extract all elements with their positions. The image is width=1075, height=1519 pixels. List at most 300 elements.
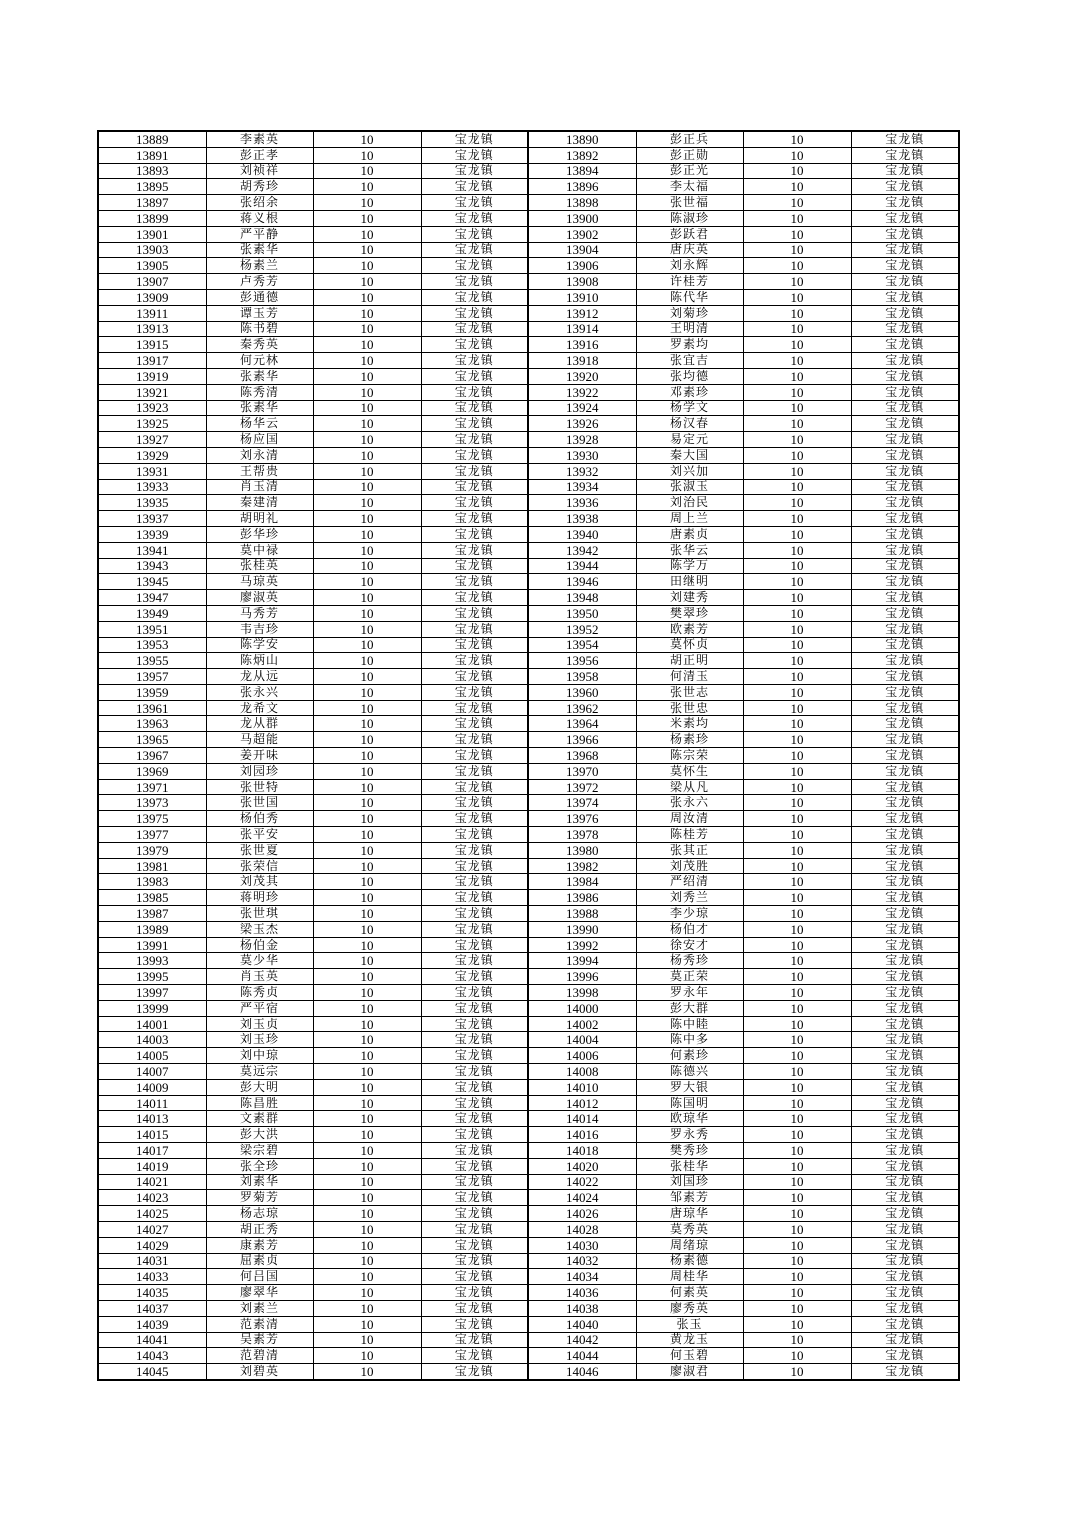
- cell-amount: 10: [743, 1158, 851, 1174]
- cell-amount: 10: [743, 985, 851, 1001]
- table-row: [98, 779, 959, 795]
- cell-name: 张均德: [636, 368, 743, 384]
- cell-id: 13998: [528, 985, 636, 1001]
- table-row: [98, 700, 959, 716]
- cell-amount: 10: [743, 416, 851, 432]
- cell-id: 13964: [528, 716, 636, 732]
- cell-name: 陈书碧: [206, 321, 313, 337]
- cell-name: 屈素贞: [206, 1253, 313, 1269]
- cell-amount: 10: [313, 321, 421, 337]
- cell-town: 宝龙镇: [421, 542, 528, 558]
- cell-id: 13907: [98, 274, 206, 290]
- cell-town: 宝龙镇: [851, 985, 959, 1001]
- cell-amount: 10: [313, 463, 421, 479]
- table-row: [98, 432, 959, 448]
- cell-id: 13958: [528, 669, 636, 685]
- cell-name: 张永兴: [206, 684, 313, 700]
- cell-town: 宝龙镇: [421, 906, 528, 922]
- cell-id: 13966: [528, 732, 636, 748]
- cell-name: 肖玉英: [206, 969, 313, 985]
- cell-name: 周上兰: [636, 511, 743, 527]
- cell-id: 13891: [98, 147, 206, 163]
- cell-id: 13993: [98, 953, 206, 969]
- cell-name: 张世夏: [206, 842, 313, 858]
- cell-town: 宝龙镇: [421, 226, 528, 242]
- cell-name: 范碧清: [206, 1348, 313, 1364]
- cell-town: 宝龙镇: [851, 1032, 959, 1048]
- cell-town: 宝龙镇: [421, 732, 528, 748]
- cell-name: 陈学安: [206, 637, 313, 653]
- cell-amount: 10: [743, 1269, 851, 1285]
- cell-amount: 10: [743, 1364, 851, 1380]
- cell-amount: 10: [313, 605, 421, 621]
- table-row: [98, 1300, 959, 1316]
- cell-town: 宝龙镇: [421, 1095, 528, 1111]
- cell-id: 14009: [98, 1079, 206, 1095]
- cell-name: 彭正兵: [636, 131, 743, 147]
- cell-id: 13904: [528, 242, 636, 258]
- cell-town: 宝龙镇: [421, 289, 528, 305]
- cell-amount: 10: [313, 1111, 421, 1127]
- cell-amount: 10: [313, 242, 421, 258]
- cell-id: 13903: [98, 242, 206, 258]
- table-row: [98, 605, 959, 621]
- cell-id: 13910: [528, 289, 636, 305]
- table-row: [98, 1032, 959, 1048]
- cell-amount: 10: [743, 195, 851, 211]
- cell-name: 韦吉珍: [206, 621, 313, 637]
- cell-name: 张全珍: [206, 1158, 313, 1174]
- cell-town: 宝龙镇: [851, 274, 959, 290]
- cell-name: 秦秀英: [206, 337, 313, 353]
- cell-amount: 10: [313, 779, 421, 795]
- cell-id: 13955: [98, 653, 206, 669]
- cell-town: 宝龙镇: [421, 716, 528, 732]
- cell-name: 张桂华: [636, 1158, 743, 1174]
- cell-amount: 10: [313, 479, 421, 495]
- table-row: [98, 763, 959, 779]
- cell-amount: 10: [743, 811, 851, 827]
- cell-town: 宝龙镇: [421, 669, 528, 685]
- cell-id: 14044: [528, 1348, 636, 1364]
- cell-name: 张玉: [636, 1316, 743, 1332]
- cell-amount: 10: [743, 937, 851, 953]
- cell-amount: 10: [743, 763, 851, 779]
- cell-town: 宝龙镇: [421, 1285, 528, 1301]
- cell-amount: 10: [743, 1221, 851, 1237]
- cell-name: 陈中多: [636, 1032, 743, 1048]
- cell-id: 13987: [98, 906, 206, 922]
- cell-id: 13936: [528, 495, 636, 511]
- cell-town: 宝龙镇: [851, 242, 959, 258]
- cell-town: 宝龙镇: [421, 811, 528, 827]
- cell-amount: 10: [743, 511, 851, 527]
- cell-id: 13962: [528, 700, 636, 716]
- cell-town: 宝龙镇: [421, 605, 528, 621]
- cell-town: 宝龙镇: [851, 131, 959, 147]
- cell-id: 13889: [98, 131, 206, 147]
- cell-name: 张世福: [636, 195, 743, 211]
- cell-amount: 10: [313, 147, 421, 163]
- table-row: [98, 621, 959, 637]
- cell-town: 宝龙镇: [851, 1158, 959, 1174]
- table-row: [98, 416, 959, 432]
- cell-id: 14017: [98, 1143, 206, 1159]
- cell-town: 宝龙镇: [421, 921, 528, 937]
- cell-name: 严绍清: [636, 874, 743, 890]
- cell-name: 陈桂芳: [636, 827, 743, 843]
- cell-name: 杨伯秀: [206, 811, 313, 827]
- cell-amount: 10: [313, 653, 421, 669]
- cell-id: 13948: [528, 590, 636, 606]
- table-row: [98, 337, 959, 353]
- cell-town: 宝龙镇: [421, 937, 528, 953]
- cell-town: 宝龙镇: [851, 842, 959, 858]
- cell-town: 宝龙镇: [421, 463, 528, 479]
- cell-name: 蒋义根: [206, 210, 313, 226]
- cell-name: 张素华: [206, 368, 313, 384]
- cell-id: 13914: [528, 321, 636, 337]
- cell-town: 宝龙镇: [851, 163, 959, 179]
- cell-town: 宝龙镇: [851, 1316, 959, 1332]
- cell-name: 唐庆英: [636, 242, 743, 258]
- cell-town: 宝龙镇: [421, 1048, 528, 1064]
- cell-amount: 10: [313, 1190, 421, 1206]
- cell-name: 胡明礼: [206, 511, 313, 527]
- cell-id: 13994: [528, 953, 636, 969]
- cell-id: 13984: [528, 874, 636, 890]
- cell-name: 秦建清: [206, 495, 313, 511]
- cell-town: 宝龙镇: [851, 1348, 959, 1364]
- cell-id: 13913: [98, 321, 206, 337]
- cell-id: 14015: [98, 1127, 206, 1143]
- cell-town: 宝龙镇: [421, 874, 528, 890]
- cell-amount: 10: [313, 763, 421, 779]
- cell-id: 14018: [528, 1143, 636, 1159]
- cell-amount: 10: [743, 384, 851, 400]
- cell-id: 14029: [98, 1237, 206, 1253]
- cell-amount: 10: [313, 684, 421, 700]
- cell-amount: 10: [743, 732, 851, 748]
- cell-id: 13902: [528, 226, 636, 242]
- cell-name: 马琼英: [206, 574, 313, 590]
- cell-id: 13995: [98, 969, 206, 985]
- cell-name: 刘园珍: [206, 763, 313, 779]
- roster-table-body: [98, 131, 959, 1380]
- cell-town: 宝龙镇: [421, 1174, 528, 1190]
- cell-town: 宝龙镇: [421, 1158, 528, 1174]
- cell-town: 宝龙镇: [421, 827, 528, 843]
- cell-town: 宝龙镇: [851, 590, 959, 606]
- cell-id: 14004: [528, 1032, 636, 1048]
- table-row: [98, 1016, 959, 1032]
- cell-amount: 10: [313, 542, 421, 558]
- cell-id: 13924: [528, 400, 636, 416]
- cell-town: 宝龙镇: [421, 1064, 528, 1080]
- table-row: [98, 526, 959, 542]
- cell-id: 13911: [98, 305, 206, 321]
- cell-town: 宝龙镇: [421, 400, 528, 416]
- cell-id: 13922: [528, 384, 636, 400]
- cell-name: 张世国: [206, 795, 313, 811]
- cell-id: 13972: [528, 779, 636, 795]
- cell-town: 宝龙镇: [421, 1253, 528, 1269]
- cell-name: 邓素珍: [636, 384, 743, 400]
- cell-amount: 10: [743, 1000, 851, 1016]
- cell-amount: 10: [743, 1032, 851, 1048]
- cell-name: 彭通德: [206, 289, 313, 305]
- table-row: [98, 732, 959, 748]
- cell-name: 米素均: [636, 716, 743, 732]
- table-row: [98, 353, 959, 369]
- cell-amount: 10: [313, 716, 421, 732]
- cell-town: 宝龙镇: [851, 953, 959, 969]
- cell-id: 13938: [528, 511, 636, 527]
- cell-name: 卢秀芳: [206, 274, 313, 290]
- cell-name: 刘素华: [206, 1174, 313, 1190]
- cell-amount: 10: [313, 827, 421, 843]
- cell-town: 宝龙镇: [851, 1190, 959, 1206]
- cell-amount: 10: [743, 542, 851, 558]
- cell-town: 宝龙镇: [421, 1000, 528, 1016]
- cell-name: 莫中禄: [206, 542, 313, 558]
- cell-name: 彭大明: [206, 1079, 313, 1095]
- cell-town: 宝龙镇: [851, 1300, 959, 1316]
- cell-name: 马超能: [206, 732, 313, 748]
- cell-amount: 10: [313, 1364, 421, 1380]
- cell-name: 唐琼华: [636, 1206, 743, 1222]
- cell-amount: 10: [313, 1237, 421, 1253]
- cell-name: 陈德兴: [636, 1064, 743, 1080]
- cell-name: 莫远宗: [206, 1064, 313, 1080]
- cell-town: 宝龙镇: [851, 226, 959, 242]
- cell-id: 14014: [528, 1111, 636, 1127]
- roster-table: [97, 130, 960, 1381]
- cell-name: 杨汉春: [636, 416, 743, 432]
- cell-town: 宝龙镇: [851, 1174, 959, 1190]
- cell-id: 14000: [528, 1000, 636, 1016]
- table-row: [98, 1269, 959, 1285]
- cell-amount: 10: [743, 337, 851, 353]
- table-row: [98, 1079, 959, 1095]
- cell-name: 刘永辉: [636, 258, 743, 274]
- cell-amount: 10: [743, 842, 851, 858]
- table-row: [98, 1316, 959, 1332]
- table-row: [98, 1237, 959, 1253]
- cell-amount: 10: [743, 147, 851, 163]
- cell-id: 14008: [528, 1064, 636, 1080]
- cell-name: 莫怀生: [636, 763, 743, 779]
- table-row: [98, 684, 959, 700]
- table-row: [98, 463, 959, 479]
- cell-town: 宝龙镇: [851, 542, 959, 558]
- cell-town: 宝龙镇: [421, 479, 528, 495]
- cell-town: 宝龙镇: [851, 321, 959, 337]
- table-row: [98, 906, 959, 922]
- cell-town: 宝龙镇: [421, 416, 528, 432]
- cell-town: 宝龙镇: [421, 353, 528, 369]
- cell-id: 13920: [528, 368, 636, 384]
- cell-id: 13937: [98, 511, 206, 527]
- cell-amount: 10: [743, 1143, 851, 1159]
- cell-town: 宝龙镇: [421, 684, 528, 700]
- cell-id: 13923: [98, 400, 206, 416]
- cell-id: 13975: [98, 811, 206, 827]
- cell-town: 宝龙镇: [421, 511, 528, 527]
- table-row: [98, 226, 959, 242]
- cell-amount: 10: [743, 1316, 851, 1332]
- cell-town: 宝龙镇: [851, 827, 959, 843]
- cell-town: 宝龙镇: [851, 337, 959, 353]
- cell-name: 欧素芳: [636, 621, 743, 637]
- cell-amount: 10: [743, 368, 851, 384]
- cell-id: 13930: [528, 447, 636, 463]
- cell-amount: 10: [313, 969, 421, 985]
- cell-amount: 10: [743, 953, 851, 969]
- cell-id: 14003: [98, 1032, 206, 1048]
- cell-town: 宝龙镇: [421, 953, 528, 969]
- cell-name: 何素珍: [636, 1048, 743, 1064]
- cell-amount: 10: [313, 590, 421, 606]
- cell-id: 14031: [98, 1253, 206, 1269]
- cell-town: 宝龙镇: [421, 305, 528, 321]
- table-row: [98, 969, 959, 985]
- cell-amount: 10: [743, 590, 851, 606]
- cell-town: 宝龙镇: [421, 748, 528, 764]
- cell-amount: 10: [313, 621, 421, 637]
- table-row: [98, 574, 959, 590]
- cell-amount: 10: [743, 305, 851, 321]
- cell-id: 13941: [98, 542, 206, 558]
- cell-amount: 10: [743, 163, 851, 179]
- cell-name: 杨素兰: [206, 258, 313, 274]
- cell-name: 胡秀珍: [206, 179, 313, 195]
- cell-name: 李少琼: [636, 906, 743, 922]
- cell-town: 宝龙镇: [421, 526, 528, 542]
- cell-name: 康素芳: [206, 1237, 313, 1253]
- cell-amount: 10: [743, 700, 851, 716]
- cell-id: 13934: [528, 479, 636, 495]
- cell-id: 13973: [98, 795, 206, 811]
- cell-name: 张绍余: [206, 195, 313, 211]
- cell-amount: 10: [313, 906, 421, 922]
- cell-id: 13980: [528, 842, 636, 858]
- cell-id: 13915: [98, 337, 206, 353]
- cell-town: 宝龙镇: [421, 1016, 528, 1032]
- cell-town: 宝龙镇: [421, 195, 528, 211]
- cell-town: 宝龙镇: [421, 258, 528, 274]
- cell-name: 刘中琼: [206, 1048, 313, 1064]
- cell-id: 14011: [98, 1095, 206, 1111]
- cell-id: 13953: [98, 637, 206, 653]
- cell-town: 宝龙镇: [851, 1253, 959, 1269]
- cell-id: 13992: [528, 937, 636, 953]
- cell-town: 宝龙镇: [851, 1206, 959, 1222]
- cell-amount: 10: [743, 795, 851, 811]
- cell-id: 13935: [98, 495, 206, 511]
- cell-amount: 10: [743, 574, 851, 590]
- cell-id: 13969: [98, 763, 206, 779]
- table-row: [98, 937, 959, 953]
- cell-town: 宝龙镇: [421, 1127, 528, 1143]
- cell-town: 宝龙镇: [851, 1269, 959, 1285]
- table-row: [98, 827, 959, 843]
- cell-amount: 10: [743, 1111, 851, 1127]
- cell-name: 徐安才: [636, 937, 743, 953]
- cell-town: 宝龙镇: [851, 921, 959, 937]
- cell-town: 宝龙镇: [851, 447, 959, 463]
- cell-amount: 10: [313, 732, 421, 748]
- cell-amount: 10: [313, 842, 421, 858]
- cell-id: 14002: [528, 1016, 636, 1032]
- cell-amount: 10: [313, 1206, 421, 1222]
- cell-name: 刘茂其: [206, 874, 313, 890]
- cell-town: 宝龙镇: [421, 432, 528, 448]
- cell-town: 宝龙镇: [421, 653, 528, 669]
- cell-town: 宝龙镇: [851, 811, 959, 827]
- cell-amount: 10: [313, 511, 421, 527]
- cell-amount: 10: [743, 748, 851, 764]
- cell-name: 张世忠: [636, 700, 743, 716]
- cell-amount: 10: [743, 605, 851, 621]
- cell-id: 13931: [98, 463, 206, 479]
- cell-name: 廖淑君: [636, 1364, 743, 1380]
- cell-town: 宝龙镇: [851, 779, 959, 795]
- cell-town: 宝龙镇: [851, 353, 959, 369]
- cell-amount: 10: [743, 432, 851, 448]
- cell-amount: 10: [743, 858, 851, 874]
- cell-id: 14019: [98, 1158, 206, 1174]
- cell-name: 易定元: [636, 432, 743, 448]
- cell-town: 宝龙镇: [421, 210, 528, 226]
- cell-name: 梁从凡: [636, 779, 743, 795]
- cell-id: 13960: [528, 684, 636, 700]
- cell-amount: 10: [743, 526, 851, 542]
- cell-town: 宝龙镇: [421, 890, 528, 906]
- table-row: [98, 590, 959, 606]
- cell-amount: 10: [313, 1332, 421, 1348]
- cell-id: 13959: [98, 684, 206, 700]
- cell-name: 何元林: [206, 353, 313, 369]
- cell-amount: 10: [313, 400, 421, 416]
- cell-amount: 10: [313, 195, 421, 211]
- cell-id: 14023: [98, 1190, 206, 1206]
- table-row: [98, 258, 959, 274]
- cell-id: 14030: [528, 1237, 636, 1253]
- cell-id: 14046: [528, 1364, 636, 1380]
- cell-amount: 10: [313, 985, 421, 1001]
- cell-id: 13947: [98, 590, 206, 606]
- table-row: [98, 542, 959, 558]
- cell-name: 张宜吉: [636, 353, 743, 369]
- cell-amount: 10: [743, 1048, 851, 1064]
- table-row: [98, 1348, 959, 1364]
- cell-id: 13900: [528, 210, 636, 226]
- cell-id: 13999: [98, 1000, 206, 1016]
- table-row: [98, 1174, 959, 1190]
- cell-id: 13981: [98, 858, 206, 874]
- cell-amount: 10: [313, 558, 421, 574]
- cell-name: 谭玉芳: [206, 305, 313, 321]
- cell-town: 宝龙镇: [851, 1016, 959, 1032]
- cell-town: 宝龙镇: [421, 1111, 528, 1127]
- cell-name: 张荣信: [206, 858, 313, 874]
- cell-amount: 10: [313, 1285, 421, 1301]
- cell-name: 陈淑珍: [636, 210, 743, 226]
- cell-name: 龙希文: [206, 700, 313, 716]
- cell-id: 13990: [528, 921, 636, 937]
- cell-amount: 10: [743, 479, 851, 495]
